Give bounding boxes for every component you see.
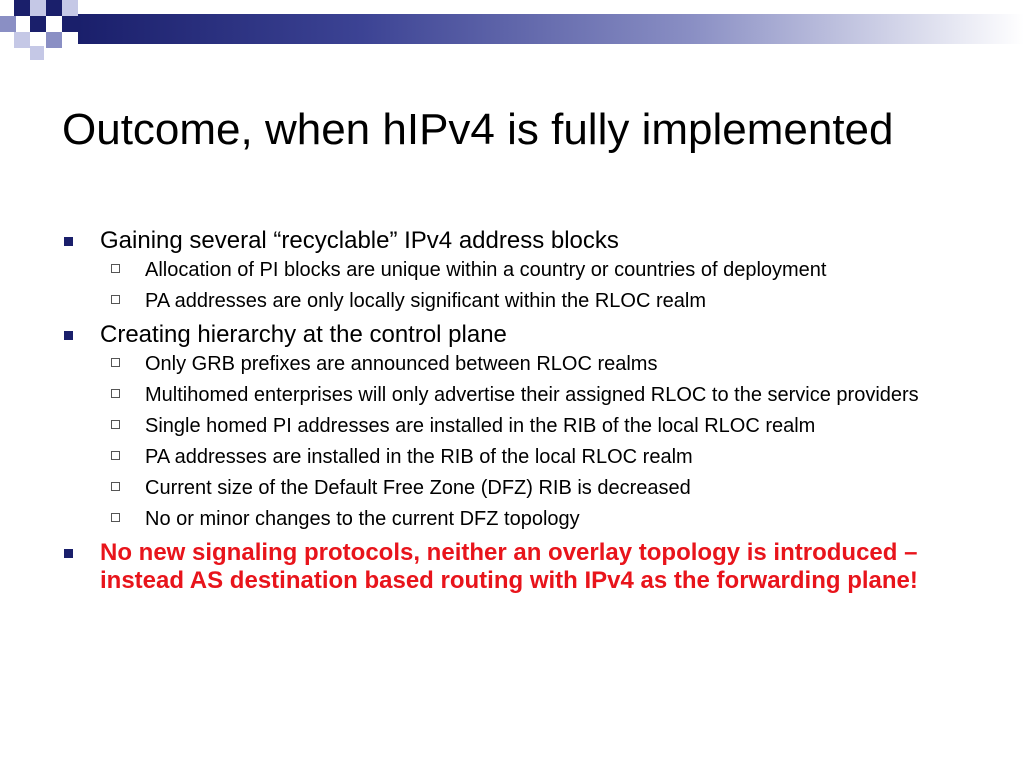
sub-bullet-text: No or minor changes to the current DFZ topology: [145, 508, 580, 530]
hollow-square-bullet-icon: [111, 264, 120, 273]
sub-bullet-text: PA addresses are installed in the RIB of the local RLOC realm: [145, 446, 693, 468]
bullet-text: Gaining several “recyclable” IPv4 address blocks: [100, 227, 619, 254]
hollow-square-bullet-icon: [111, 295, 120, 304]
header-decoration: [0, 0, 1024, 60]
sub-bullet-item: [62, 290, 962, 312]
hollow-square-bullet-icon: [111, 482, 120, 491]
hollow-square-bullet-icon: [111, 420, 120, 429]
slide-title: Outcome, when hIPv4 is fully implemented: [62, 105, 894, 154]
square-bullet-icon: [64, 549, 73, 558]
sub-bullet-text: PA addresses are only locally significant within the RLOC realm: [145, 290, 706, 312]
sub-bullet-item: [62, 477, 962, 499]
deco-square: [14, 32, 30, 48]
bullet-text: Creating hierarchy at the control plane: [100, 321, 507, 348]
sub-bullet-item: [62, 353, 962, 375]
sub-bullet-text: Only GRB prefixes are announced between RLOC realms: [145, 353, 658, 375]
bullet-item: [62, 321, 962, 349]
hollow-square-bullet-icon: [111, 451, 120, 460]
sub-bullet-text: Single homed PI addresses are installed in the RIB of the local RLOC realm: [145, 415, 816, 437]
hollow-square-bullet-icon: [111, 513, 120, 522]
hollow-square-bullet-icon: [111, 358, 120, 367]
hollow-square-bullet-icon: [111, 389, 120, 398]
sub-bullet-list: [62, 353, 962, 530]
sub-bullet-text: Allocation of PI blocks are unique within a country or countries of deployment: [145, 259, 827, 281]
deco-square: [46, 32, 62, 48]
sub-bullet-item: [62, 508, 962, 530]
deco-square: [30, 16, 46, 32]
deco-square: [0, 16, 16, 32]
deco-square: [62, 0, 78, 16]
header-gradient-bar: [78, 14, 1024, 44]
square-bullet-icon: [64, 331, 73, 340]
deco-square: [30, 0, 46, 16]
deco-square: [30, 46, 44, 60]
bullet-item: [62, 227, 962, 255]
sub-bullet-list: [62, 259, 962, 312]
sub-bullet-item: [62, 446, 962, 468]
sub-bullet-text: Current size of the Default Free Zone (DFZ) RIB is decreased: [145, 477, 691, 499]
sub-bullet-item: [62, 415, 962, 437]
bullet-list: [62, 225, 962, 595]
sub-bullet-item: [62, 384, 962, 406]
sub-bullet-item: [62, 259, 962, 281]
deco-square: [14, 0, 30, 16]
deco-square: [46, 0, 62, 16]
deco-square: [62, 16, 78, 32]
sub-bullet-text: Multihomed enterprises will only advertise their assigned RLOC to the service providers: [145, 384, 919, 406]
emphasis-bullet-item: [62, 539, 962, 595]
square-bullet-icon: [64, 237, 73, 246]
bullet-text: No new signaling protocols, neither an overlay topology is introduced – instead AS destination based routing with IPv4 as the forwarding plane!: [100, 539, 918, 594]
